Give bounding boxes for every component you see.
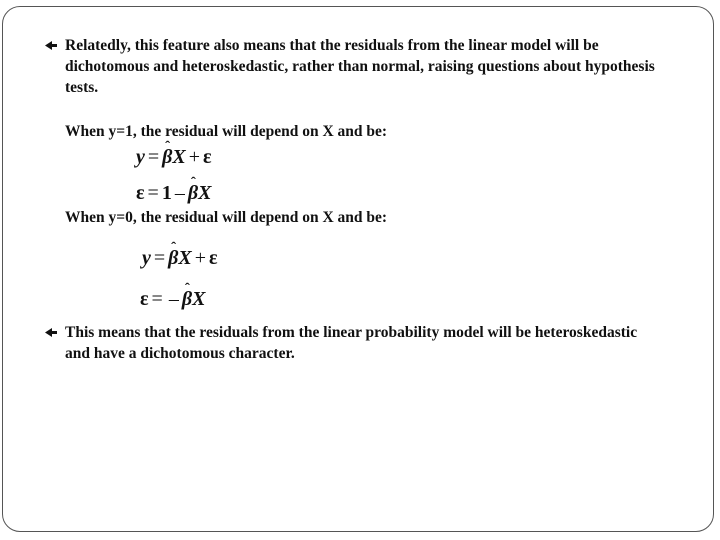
bullet-icon (44, 327, 58, 338)
eq-minus: – (168, 288, 179, 310)
eq-epsilon: ε (203, 146, 212, 168)
eq-epsilon: ε (209, 247, 218, 269)
equation-case2-line2 (140, 287, 205, 311)
eq-beta-hat: ˆ β (168, 246, 178, 270)
bullet-icon (44, 40, 58, 51)
equation-case1-line1 (136, 145, 212, 169)
eq-x: X (172, 146, 186, 168)
eq-equals: = (147, 182, 159, 204)
eq-minus: – (174, 182, 185, 204)
bullet-text-2: This means that the residuals from the linear probability model will be heteroskedastic and have a dichotomous character. (65, 324, 638, 362)
bullet-text-1: Relatedly, this feature also means that the residuals from the linear model will be dichotomous and heteroskedastic, rather than normal, raising questions about hypothesis tests. (65, 37, 655, 96)
eq-equals: = (147, 146, 160, 168)
eq-beta-hat: ˆ β (188, 181, 198, 205)
eq-x: X (192, 288, 206, 310)
eq-x: X (178, 247, 192, 269)
eq-epsilon: ε (140, 288, 149, 310)
eq-y: y (142, 247, 151, 269)
eq-beta-hat: ˆ β (182, 287, 192, 311)
case2-text: When y=0, the residual will depend on X and be: (65, 209, 388, 226)
eq-epsilon: ε (136, 182, 145, 204)
eq-equals: = (151, 288, 163, 310)
eq-equals: = (153, 247, 166, 269)
equation-case1-line2 (136, 181, 211, 205)
equation-case2-line1 (142, 246, 218, 270)
eq-beta-hat: ˆ β (162, 145, 172, 169)
eq-x: X (198, 182, 212, 204)
eq-plus: + (194, 247, 207, 269)
eq-plus: + (188, 146, 201, 168)
eq-y: y (136, 146, 145, 168)
case1-text: When y=1, the residual will depend on X and be: (65, 123, 388, 140)
eq-one: 1 (161, 182, 172, 204)
